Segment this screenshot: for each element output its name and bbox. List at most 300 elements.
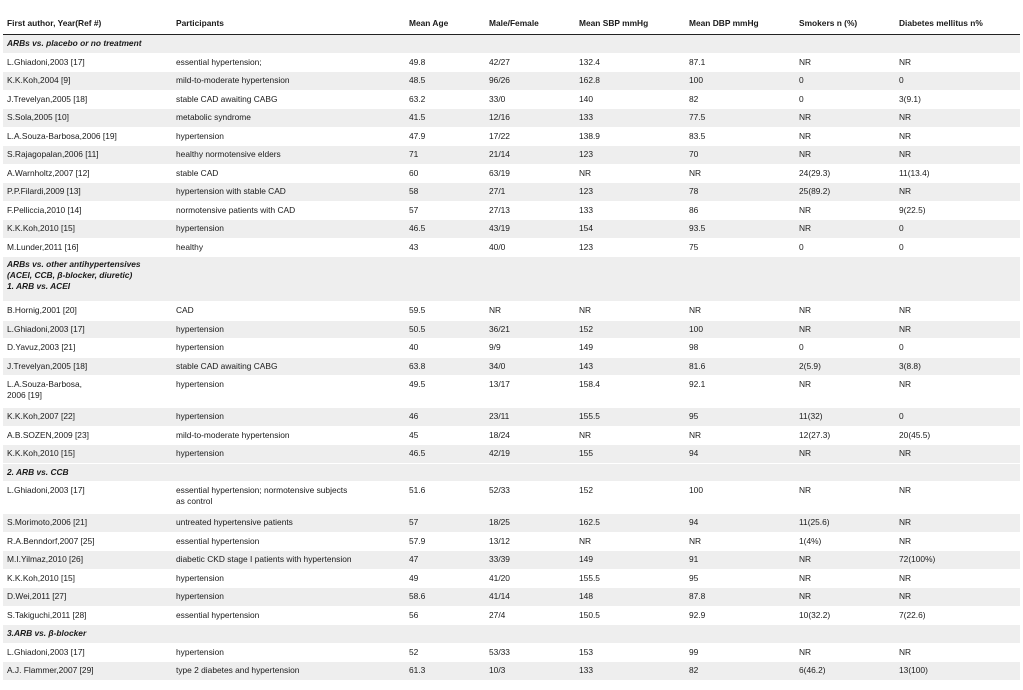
empty-cell [895,257,1020,302]
empty-cell [405,625,485,644]
empty-cell [895,463,1020,482]
table-cell: 46 [405,408,485,427]
table-cell: NR [689,305,702,316]
empty-cell [485,35,575,54]
table-row [3,201,1020,220]
table-cell: 154 [575,220,685,239]
table-cell: hypertension [176,342,224,353]
table-cell: NR [489,305,502,316]
table-cell: L.Ghiadoni,2003 [17] [3,320,172,339]
table-cell: NR [899,572,912,583]
table-row [3,662,1020,681]
table-cell: 33/0 [489,93,506,104]
section-label-line: (ACEI, CCB, β-blocker, diuretic) [7,270,133,280]
table-cell: NR [899,130,912,141]
table-cell: NR [899,379,912,389]
table-cell: L.Ghiadoni,2003 [17] [7,56,85,67]
table-cell: 150.5 [579,609,600,620]
table-cell: 0 [899,241,904,252]
table-cell: 27/4 [489,609,506,620]
table-row [3,551,1020,570]
table-cell: NR [799,130,812,141]
table-cell: stable CAD [176,167,219,178]
empty-cell [575,257,685,302]
table-cell: 57 [405,514,485,533]
table-cell: NR [579,305,592,316]
table-cell: NR [579,535,592,546]
empty-cell [575,463,685,482]
table-cell: 10/3 [485,662,575,681]
table-cell: 25(89.2) [795,183,895,202]
section-header-row [3,257,1020,302]
table-cell: F.Pelliccia,2010 [14] [7,204,82,215]
table-cell: 0 [799,342,804,353]
table-cell: 6(46.2) [795,662,895,681]
table-cell: 70 [685,146,795,165]
header-cell: Participants [172,0,405,35]
table-cell: 149 [575,551,685,570]
table-cell: healthy normotensive elders [172,146,405,165]
table-cell: stable CAD awaiting CABG [176,93,278,104]
table-cell: S.Takiguchi,2011 [28] [7,609,87,620]
table-cell: 58 [405,183,485,202]
table-cell: 10(32.2) [799,609,831,620]
table-cell: NR [895,320,1020,339]
table-cell: 155.5 [575,408,685,427]
section-header-row [3,625,1020,644]
table-cell: 12/16 [485,109,575,128]
table-cell: NR [799,572,812,583]
table-cell: 75 [689,241,699,252]
table-cell: 56 [409,609,419,620]
table-cell: 138.9 [579,130,600,141]
empty-cell [685,35,795,54]
section-header-row [3,35,1020,54]
table-cell: NR [795,588,895,607]
table-body [3,35,1020,681]
table-cell: 0 [899,342,904,353]
table-cell: 34/0 [485,357,575,376]
table-row [3,426,1020,445]
table-cell: 82 [689,93,699,104]
table-cell: 153 [579,646,593,657]
empty-cell [485,463,575,482]
table-cell: 49 [409,572,419,583]
table-cell: 0 [795,72,895,91]
table-cell: D.Wei,2011 [27] [3,588,172,607]
table-cell: P.P.Filardi,2009 [13] [3,183,172,202]
table-cell: NR [799,56,812,67]
table-cell: type 2 diabetes and hypertension [172,662,405,681]
table-row [3,588,1020,607]
table-cell: 140 [579,93,593,104]
table-cell: 50.5 [405,320,485,339]
table-cell: essential hypertension; normotensive subjects as control [176,485,348,506]
table-cell: K.K.Koh,2010 [15] [3,445,172,464]
table-cell: 149 [579,342,593,353]
empty-cell [172,463,405,482]
table-row [3,164,1020,183]
table-cell: diabetic CKD stage I patients with hypertension [172,551,405,570]
table-row [3,127,1020,146]
table-cell: NR [895,445,1020,464]
table-cell: essential hypertension; [176,56,262,67]
table-cell: S.Rajagopalan,2006 [11] [3,146,172,165]
table-cell: NR [795,551,895,570]
table-cell: 40/0 [489,241,506,252]
table-cell: 0 [895,220,1020,239]
table-cell: NR [895,588,1020,607]
table-cell: mild-to-moderate hypertension [176,429,290,440]
table-cell: 100 [685,72,795,91]
table-cell: 148 [575,588,685,607]
table-cell: 0 [799,93,804,104]
header-cell: Diabetes mellitus n% [895,0,1020,35]
table-cell: 20(45.5) [899,429,931,440]
table-cell: 13/12 [489,535,510,546]
empty-cell [485,257,575,302]
table-cell: 155.5 [579,572,600,583]
table-row [3,53,1020,72]
table-cell: 133 [575,109,685,128]
table-cell: 86 [689,204,699,215]
table-cell: 42/19 [485,445,575,464]
header-cell: Male/Female [485,0,575,35]
table-cell: J.Trevelyan,2005 [18] [3,357,172,376]
header-cell: Mean SBP mmHg [575,0,685,35]
table-cell: 18/24 [489,429,510,440]
table-cell: 133 [579,204,593,215]
table-cell: 48.5 [405,72,485,91]
table-cell: 0 [895,408,1020,427]
table-row [3,183,1020,202]
empty-cell [685,257,795,302]
table-cell: 123 [579,241,593,252]
table-cell: 27/1 [485,183,575,202]
table-cell: NR [795,220,895,239]
table-row [3,376,1020,408]
table-cell: 77.5 [685,109,795,128]
table-cell: 96/26 [485,72,575,91]
table-cell: untreated hypertensive patients [172,514,405,533]
table-cell: 12(27.3) [799,429,831,440]
table-cell: 81.6 [685,357,795,376]
table-cell: 36/21 [485,320,575,339]
table-cell: A.Warnholtz,2007 [12] [7,167,90,178]
table-cell: hypertension [172,320,405,339]
table-row [3,514,1020,533]
table-cell: NR [799,204,812,215]
table-cell: L.Ghiadoni,2003 [17] [7,646,85,657]
table-cell: 61.3 [405,662,485,681]
table-cell: essential hypertension [176,609,260,620]
table-cell: 21/14 [485,146,575,165]
table-cell: NR [689,429,702,440]
table-row [3,109,1020,128]
empty-cell [685,625,795,644]
section-label: 3.ARB vs. β-blocker [3,625,172,644]
table-cell: NR [799,379,812,389]
table-cell: 13(100) [895,662,1020,681]
table-cell: 63/19 [489,167,510,178]
empty-cell [172,625,405,644]
table-cell: CAD [176,305,194,316]
table-cell: hypertension [172,408,405,427]
header-cell: Smokers n (%) [795,0,895,35]
table-cell: 58.6 [405,588,485,607]
table-cell: 9(22.5) [899,204,926,215]
table-cell: 152 [579,485,593,495]
table-cell: R.A.Benndorf,2007 [25] [7,535,95,546]
table-row [3,238,1020,257]
table-cell: A.B.SOZEN,2009 [23] [7,429,89,440]
table-cell: L.A.Souza-Barbosa, 2006 [19] [7,379,82,400]
table-cell: hypertension [176,572,224,583]
empty-cell [895,35,1020,54]
table-row [3,643,1020,662]
section-label-line: ARBs vs. other antihypertensives [7,259,141,269]
table-cell: 78 [685,183,795,202]
table-cell: NR [899,485,912,495]
table-cell: 71 [405,146,485,165]
table-cell: 46.5 [405,220,485,239]
empty-cell [405,257,485,302]
table-cell: 0 [799,241,804,252]
table-cell: 91 [685,551,795,570]
table-cell: hypertension with stable CAD [172,183,405,202]
table-row [3,90,1020,109]
table-cell: 87.8 [685,588,795,607]
table-row [3,606,1020,625]
table-cell: essential hypertension [176,535,260,546]
table-cell: 92.1 [689,379,706,389]
table-cell: J.Trevelyan,2005 [18] [7,93,88,104]
section-label: ARBs vs. placebo or no treatment [3,35,172,54]
table-cell: 158.4 [579,379,600,389]
table-cell: 52 [409,646,419,657]
table-cell: 63.8 [405,357,485,376]
empty-cell [795,35,895,54]
table-cell: hypertension [176,379,224,389]
table-cell: 95 [685,408,795,427]
table-cell: hypertension [172,588,405,607]
table-cell: 72(100%) [895,551,1020,570]
table-cell: 49.5 [409,379,426,389]
table-cell: S.Morimoto,2006 [21] [3,514,172,533]
table-cell: K.K.Koh,2010 [15] [3,220,172,239]
table-cell: 162.5 [575,514,685,533]
table-cell: 41/20 [489,572,510,583]
section-header-row [3,463,1020,482]
table-cell: hypertension [172,220,405,239]
empty-cell [405,463,485,482]
table-cell: 51.6 [409,485,426,495]
table-cell: 46.5 [405,445,485,464]
table-cell: NR [795,320,895,339]
table-cell: 2(5.9) [795,357,895,376]
table-row [3,320,1020,339]
table-cell: 100 [689,485,703,495]
table-row [3,146,1020,165]
empty-cell [795,625,895,644]
table-cell: NR [795,146,895,165]
section-label-line: 1. ARB vs. ACEI [7,281,71,291]
table-cell: 23/11 [485,408,575,427]
table-cell: 41/14 [485,588,575,607]
table-cell: B.Hornig,2001 [20] [7,305,77,316]
table-cell: hypertension [176,646,224,657]
table-cell: 40 [409,342,419,353]
table-cell: NR [899,646,912,657]
table-row [3,220,1020,239]
table-cell: 3(8.8) [895,357,1020,376]
table-cell: K.K.Koh,2007 [22] [3,408,172,427]
table-cell: NR [689,167,702,178]
table-cell: normotensive patients with CAD [176,204,296,215]
table-cell: healthy [176,241,204,252]
table-cell: 132.4 [579,56,600,67]
table-cell: 93.5 [685,220,795,239]
table-row [3,408,1020,427]
empty-cell [405,35,485,54]
header-cell: First author, Year(Ref #) [3,0,172,35]
table-cell: NR [899,535,912,546]
table-cell: 7(22.6) [899,609,926,620]
table-row [3,72,1020,91]
header-row [3,0,1020,35]
table-cell: 33/39 [485,551,575,570]
table-cell: 94 [685,445,795,464]
table-cell: hypertension [176,130,224,141]
table-row [3,445,1020,464]
study-characteristics-table [3,0,1020,681]
table-cell: L.A.Souza-Barbosa,2006 [19] [7,130,117,141]
table-cell: D.Yavuz,2003 [21] [7,342,76,353]
table-cell: 100 [685,320,795,339]
table-row [3,569,1020,588]
table-cell: 162.8 [575,72,685,91]
table-row [3,302,1020,321]
empty-cell [795,463,895,482]
table-cell: 43 [409,241,419,252]
table-cell: 143 [575,357,685,376]
table-cell: 9/9 [489,342,501,353]
table-cell: NR [799,485,812,495]
table-cell: 13/17 [489,379,510,389]
table-row [3,482,1020,514]
table-cell: 11(32) [795,408,895,427]
table-cell: 57.9 [409,535,426,546]
table-cell: 3(9.1) [899,93,921,104]
empty-cell [485,625,575,644]
table-cell: 52/33 [489,485,510,495]
table-cell: mild-to-moderate hypertension [172,72,405,91]
section-label: 2. ARB vs. CCB [3,463,172,482]
table-cell: 41.5 [405,109,485,128]
table-cell: NR [895,109,1020,128]
table-cell: M.I.Yilmaz,2010 [26] [3,551,172,570]
table-cell: NR [899,56,912,67]
table-cell: 123 [575,146,685,165]
empty-cell [575,35,685,54]
table-cell: 63.2 [409,93,426,104]
table-cell: 92.9 [689,609,706,620]
table-cell: 1(4%) [799,535,822,546]
table-cell: 49.8 [409,56,426,67]
table-cell: 59.5 [409,305,426,316]
table-cell: NR [795,445,895,464]
table-cell: 45 [409,429,419,440]
table-cell: 95 [689,572,699,583]
empty-cell [575,625,685,644]
table-cell: 133 [575,662,685,681]
table-cell: 27/13 [489,204,510,215]
header-cell: Mean DBP mmHg [685,0,795,35]
table-cell: NR [895,183,1020,202]
table-cell: NR [895,146,1020,165]
table-cell: NR [899,305,912,316]
table-cell: NR [579,429,592,440]
table-cell: 42/27 [489,56,510,67]
table-cell: 43/19 [485,220,575,239]
empty-cell [795,257,895,302]
table-cell: 47.9 [409,130,426,141]
table-cell: 53/33 [489,646,510,657]
table-cell: 57 [409,204,419,215]
empty-cell [172,257,405,302]
table-cell: 11(13.4) [899,167,930,178]
header-cell: Mean Age [405,0,485,35]
table-cell: A.J. Flammer,2007 [29] [3,662,172,681]
table-cell: 82 [685,662,795,681]
table-row [3,532,1020,551]
table-cell: 83.5 [689,130,706,141]
table-cell: NR [795,109,895,128]
table-cell: 87.1 [689,56,706,67]
table-cell: NR [799,305,812,316]
table-cell: 152 [575,320,685,339]
table-cell: metabolic syndrome [172,109,405,128]
table-cell: stable CAD awaiting CABG [172,357,405,376]
section-label [3,257,172,302]
table-cell: K.K.Koh,2010 [15] [7,572,75,583]
table-cell: K.K.Koh,2004 [9] [3,72,172,91]
table-cell: S.Sola,2005 [10] [3,109,172,128]
table-cell: 99 [689,646,699,657]
table-cell: M.Lunder,2011 [16] [7,241,79,252]
table-cell: NR [689,535,702,546]
empty-cell [685,463,795,482]
table-cell: 24(29.3) [799,167,831,178]
table-cell: 11(25.6) [795,514,895,533]
table-row [3,357,1020,376]
table-cell: 17/22 [489,130,510,141]
table-cell: L.Ghiadoni,2003 [17] [7,485,85,495]
table-cell: hypertension [172,445,405,464]
table-cell: 60 [409,167,419,178]
table-cell: 98 [689,342,699,353]
table-cell: 0 [895,72,1020,91]
table-row [3,339,1020,358]
table-cell: NR [799,646,812,657]
table-cell: 47 [405,551,485,570]
table-cell: 94 [685,514,795,533]
empty-cell [895,625,1020,644]
table-cell: 18/25 [485,514,575,533]
table-cell: 123 [575,183,685,202]
table-cell: NR [895,514,1020,533]
table-cell: 155 [575,445,685,464]
